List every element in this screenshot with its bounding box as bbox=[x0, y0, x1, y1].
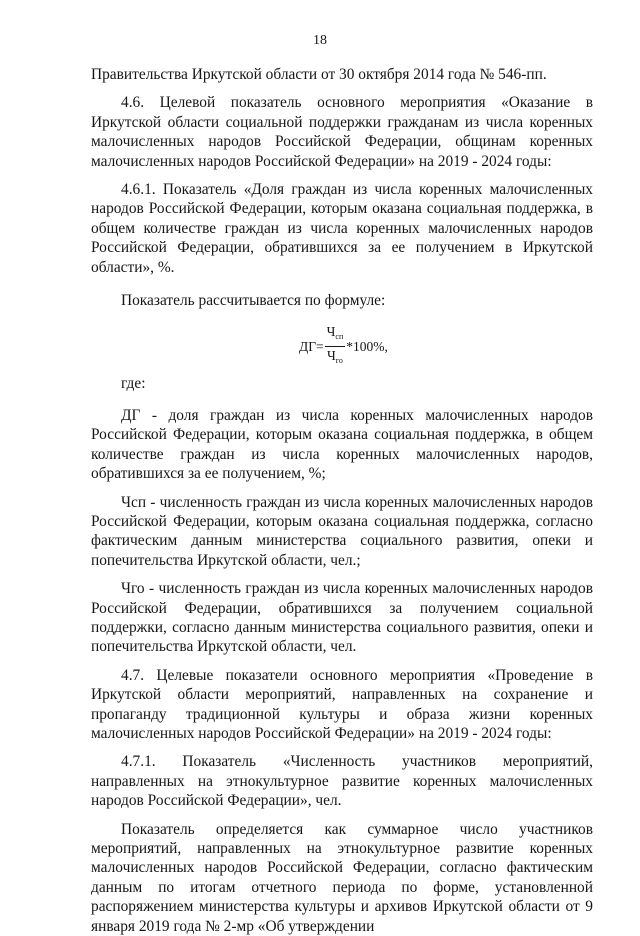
paragraph-where: где: bbox=[121, 375, 146, 393]
formula-block bbox=[91, 320, 593, 366]
paragraph-4-7-1: 4.7.1. Показатель «Численность участников мероприятий, направленных на этнокультурное развитие коренных малочисленных народов Российской Федерации», чел. bbox=[91, 753, 593, 810]
paragraph-resolution-ref: Правительства Иркутской области от 30 октября 2014 года № 546-пп. bbox=[91, 66, 547, 83]
paragraph-4-6-1: 4.6.1. Показатель «Доля граждан из числа коренных малочисленных народов Российской Федерации, которым оказана социальная поддержка, в общем количестве граждан из числа коренных малочисленных народов Российской Федерации, обратившихся за ее получением в Иркутской области», %. bbox=[91, 181, 593, 276]
paragraph-formula-intro: Показатель рассчитывается по формуле: bbox=[121, 292, 386, 310]
definition-chgo: Чго - численность граждан из числа коренных малочисленных народов Российской Федерации, обратившихся за получением социальной поддержки, согласно данным министерства социального развития, опеки и попечительства Иркутской области, чел. bbox=[91, 580, 593, 656]
formula bbox=[299, 324, 388, 369]
paragraph-4-7: 4.7. Целевые показатели основного мероприятия «Проведение в Иркутской области мероприятий, направленных на сохранение и пропаганду традиционной культуры и образа жизни коренных малочисленных народов Российской Федерации» на 2019 - 2024 годы: bbox=[91, 666, 593, 742]
formula-denominator: $Ч_{го}$ bbox=[327, 348, 343, 366]
document-body bbox=[91, 65, 593, 936]
formula-rhs: *100%, bbox=[346, 338, 388, 354]
page-number: 18 bbox=[313, 33, 327, 48]
definition-chsp: Чсп - численность граждан из числа коренных малочисленных народов Российской Федерации, которым оказана социальная поддержка, согласно фактическим данным министерства социального развития, опеки и попечительства Иркутской области, чел.; bbox=[91, 493, 593, 569]
formula-numerator: $Ч_{сп}$ bbox=[325, 324, 346, 347]
definition-dg: ДГ - доля граждан из числа коренных малочисленных народов Российской Федерации, которым оказана социальная поддержка, в общем количестве граждан из числа коренных малочисленных народов, обратившихся за ее получением, %; bbox=[91, 406, 593, 483]
formula-lhs: ДГ= bbox=[299, 338, 324, 354]
paragraph-indicator-method: Показатель определяется как суммарное число участников мероприятий, направленных на этнокультурное развитие коренных малочисленных народов Российской Федерации, согласно фактическим данным по итогам отчетного периода по форме, установленной распоряжением министерства культуры и архивов Иркутской области от 9 января 2019 года № 2-мр «Об утверждении bbox=[91, 820, 593, 935]
paragraph-4-6: 4.6. Целевой показатель основного мероприятия «Оказание в Иркутской области социальной поддержки гражданам из числа коренных малочисленных народов Российской Федерации, общинам коренных малочисленных народов Российской Федерации» на 2019 - 2024 годы: bbox=[91, 94, 593, 170]
formula-fraction bbox=[325, 324, 346, 369]
